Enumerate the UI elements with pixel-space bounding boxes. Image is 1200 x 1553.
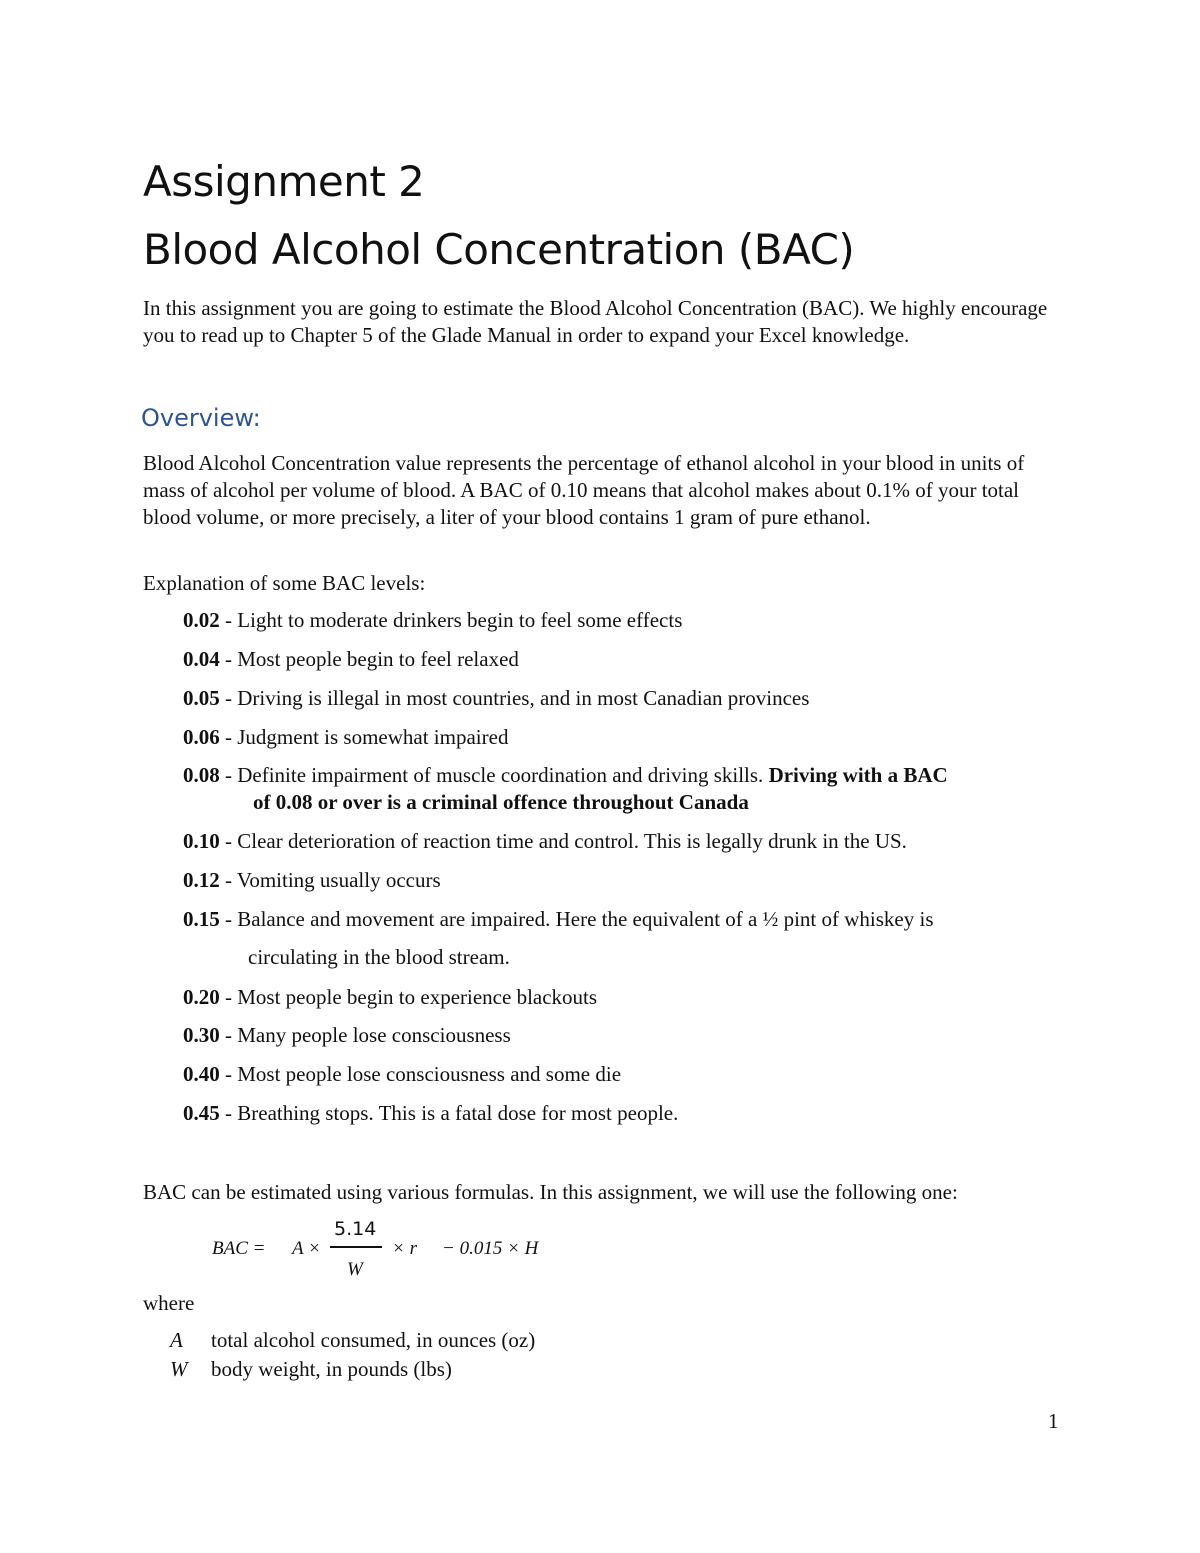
- bac-level-item: [183, 867, 1063, 894]
- bac-level-value: 0.20: [183, 985, 220, 1009]
- bac-level-value: 0.40: [183, 1062, 220, 1086]
- bac-level-value: 0.30: [183, 1023, 220, 1047]
- formula-intro: BAC can be estimated using various formulas. In this assignment, we will use the following one:: [143, 1180, 958, 1204]
- bac-level-text: - Breathing stops. This is a fatal dose for most people.: [219, 1101, 679, 1125]
- bac-level-item: [183, 762, 1063, 816]
- bac-level-text: - Definite impairment of muscle coordination and driving skills.: [219, 763, 769, 787]
- formula-r-term: × r: [392, 1238, 417, 1259]
- bac-level-item: [183, 1022, 1063, 1049]
- bac-level-text: - Balance and movement are impaired. Here the equivalent of a ½ pint of whiskey is: [219, 907, 934, 931]
- bac-level-value: 0.12: [183, 868, 220, 892]
- formula-fraction-bar: [330, 1246, 382, 1248]
- document-title: Assignment 2: [143, 157, 425, 206]
- formula-a-term: A ×: [292, 1238, 321, 1259]
- bac-level-value: 0.06: [183, 725, 220, 749]
- bac-level-value: 0.10: [183, 829, 220, 853]
- bac-level-value: 0.45: [183, 1101, 220, 1125]
- bac-level-item: [183, 607, 1063, 634]
- where-label: where: [143, 1291, 195, 1315]
- bac-level-item: [183, 685, 1063, 712]
- explanation-intro: Explanation of some BAC levels:: [143, 571, 426, 595]
- intro-paragraph: In this assignment you are going to estimate the Blood Alcohol Concentration (BAC). We highly encourage you to read up to Chapter 5 of the Glade Manual in order to expand your Excel knowledge.: [143, 296, 1048, 347]
- bac-level-warning: Driving with a BAC: [768, 763, 948, 787]
- variable-symbol: A: [170, 1328, 183, 1352]
- bac-level-text: - Judgment is somewhat impaired: [219, 725, 509, 749]
- bac-level-text: - Many people lose consciousness: [219, 1023, 511, 1047]
- overview-heading: Overview:: [141, 404, 261, 432]
- bac-level-item: [183, 1061, 1063, 1088]
- bac-level-warning-continued: of 0.08 or over is a criminal offence throughout Canada: [253, 790, 749, 814]
- formula-h-term: − 0.015 × H: [442, 1238, 539, 1259]
- bac-level-text: - Driving is illegal in most countries, and in most Canadian provinces: [219, 686, 810, 710]
- bac-level-item: [183, 1100, 1063, 1127]
- bac-level-item: [183, 984, 1063, 1011]
- bac-level-text: - Light to moderate drinkers begin to feel some effects: [219, 608, 683, 632]
- bac-level-text: - Vomiting usually occurs: [219, 868, 441, 892]
- variable-description: total alcohol consumed, in ounces (oz): [211, 1328, 536, 1352]
- variable-symbol: W: [170, 1357, 188, 1381]
- bac-level-text: - Most people lose consciousness and some die: [219, 1062, 622, 1086]
- formula-lhs: BAC =: [212, 1238, 266, 1259]
- bac-level-text-continued: circulating in the blood stream.: [248, 945, 510, 969]
- formula-numerator: 5.14: [334, 1218, 377, 1240]
- formula-denominator: W: [347, 1259, 363, 1280]
- bac-formula: [212, 1215, 612, 1285]
- bac-level-item: [183, 724, 1063, 751]
- bac-level-value: 0.05: [183, 686, 220, 710]
- bac-level-value: 0.15: [183, 907, 220, 931]
- bac-level-value: 0.04: [183, 647, 220, 671]
- overview-paragraph: Blood Alcohol Concentration value represents the percentage of ethanol alcohol in your blood in units of mass of alcohol per volume of blood. A BAC of 0.10 means that alcohol makes about 0.1% of your total blood volume, or more precisely, a liter of your blood contains 1 gram of pure ethanol.: [143, 451, 1025, 529]
- page-number: 1: [1048, 1409, 1059, 1433]
- variable-description: body weight, in pounds (lbs): [211, 1357, 452, 1381]
- bac-level-text: - Most people begin to experience blackouts: [219, 985, 598, 1009]
- bac-level-value: 0.02: [183, 608, 220, 632]
- document-subtitle: Blood Alcohol Concentration (BAC): [143, 225, 855, 274]
- bac-level-item: [183, 828, 1063, 855]
- bac-level-item: [183, 646, 1063, 673]
- bac-level-text: - Clear deterioration of reaction time and control. This is legally drunk in the US.: [219, 829, 907, 853]
- bac-level-item: [183, 906, 1063, 971]
- bac-level-text: - Most people begin to feel relaxed: [219, 647, 519, 671]
- bac-level-value: 0.08: [183, 763, 220, 787]
